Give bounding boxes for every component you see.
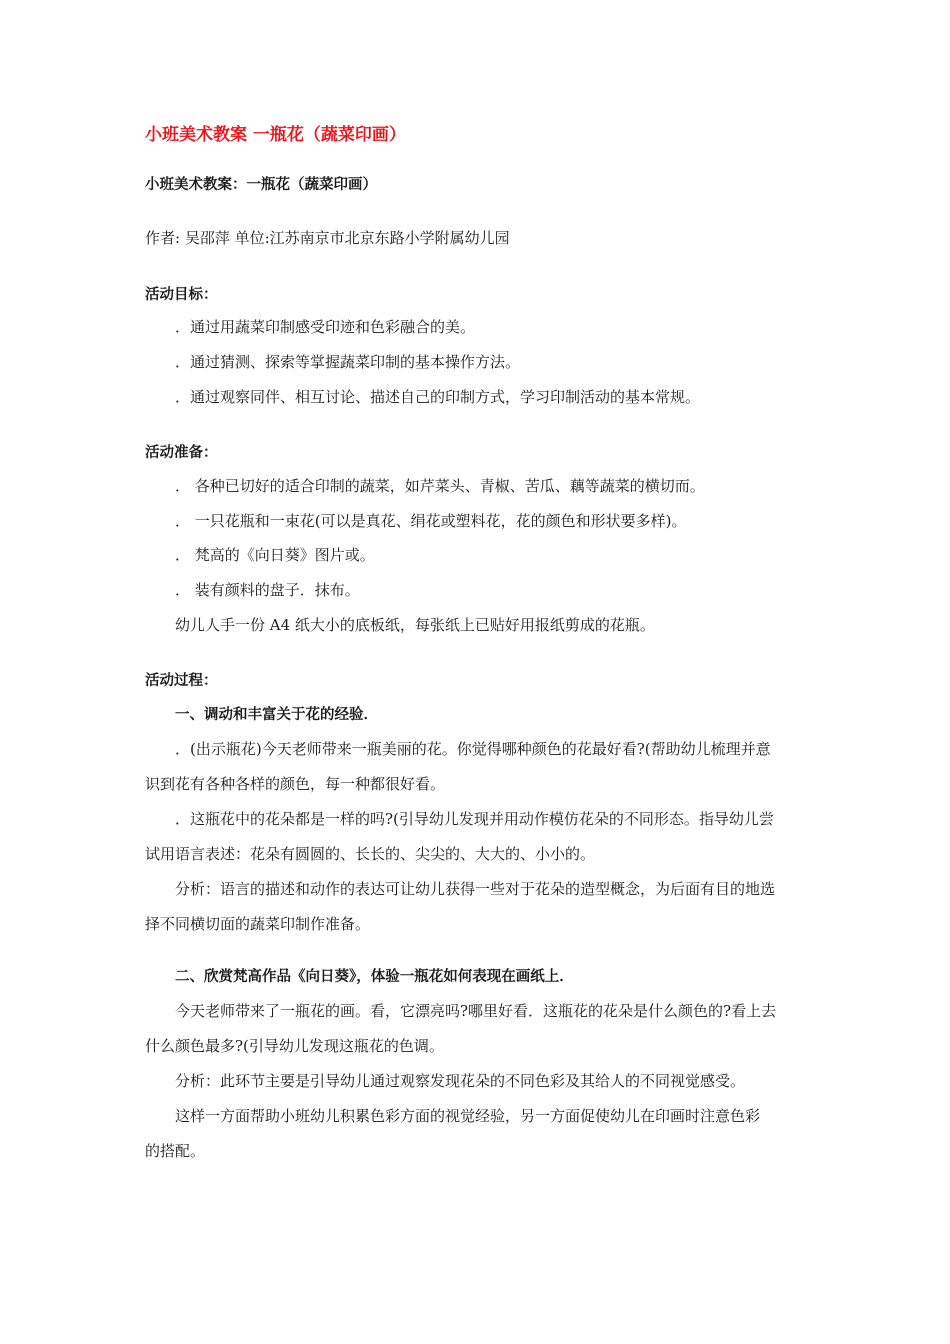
- goal-item: ．通过猜测、探索等掌握蔬菜印制的基本操作方法。: [175, 353, 521, 371]
- document-subtitle: 小班美术教案：一瓶花（蔬菜印画）: [145, 177, 377, 193]
- prep-heading: 活动准备：: [145, 445, 218, 461]
- process-heading: 活动过程：: [145, 673, 218, 689]
- paragraph-line: 什么颜色最多?(引导幼儿发现这瓶花的色调。: [145, 1037, 444, 1055]
- paragraph-line: 这样一方面帮助小班幼儿积累色彩方面的视觉经验，另一方面促使幼儿在印画时注意色彩: [175, 1107, 761, 1125]
- goal-item: ．通过观察同伴、相互讨论、描述自己的印制方式，学习印制活动的基本常规。: [175, 388, 701, 406]
- paragraph-line: 择不同横切面的蔬菜印制作准备。: [145, 915, 371, 933]
- step1-heading: 一、调动和丰富关于花的经验．: [175, 707, 378, 723]
- paragraph-line: 的搭配。: [145, 1142, 206, 1160]
- author-line: 作者: 吴邵萍 单位:江苏南京市北京东路小学附属幼儿园: [145, 229, 510, 247]
- prep-item: ． 各种已切好的适合印制的蔬菜，如芹菜头、青椒、苦瓜、藕等蔬菜的横切而。: [175, 477, 705, 495]
- paragraph-line: ．(出示瓶花)今天老师带来一瓶美丽的花。你觉得哪种颜色的花最好看?(帮助幼儿梳理并意: [175, 740, 771, 758]
- paragraph-line: 分析：此环节主要是引导幼儿通过观察发现花朵的不同色彩及其给人的不同视觉感受。: [175, 1072, 746, 1090]
- paragraph-line: ．这瓶花中的花朵都是一样的吗?(引导幼儿发现并用动作模仿花朵的不同形态。指导幼儿尝: [175, 810, 774, 828]
- prep-note: 幼儿人手一份 A4 纸大小的底板纸，每张纸上已贴好用报纸剪成的花瓶。: [175, 616, 655, 634]
- prep-item: ． 装有颜料的盘子．抹布。: [175, 581, 360, 599]
- step2-heading: 二、欣赏梵高作品《向日葵》，体验一瓶花如何表现在画纸上．: [175, 969, 574, 985]
- prep-item: ． 梵高的《向日葵》图片或。: [175, 546, 375, 564]
- document-title: 小班美术教案 一瓶花（蔬菜印画）: [145, 125, 406, 145]
- goals-heading: 活动目标：: [145, 287, 218, 303]
- prep-item: ． 一只花瓶和一束花(可以是真花、绢花或塑料花，花的颜色和形状要多样)。: [175, 512, 687, 530]
- paragraph-line: 今天老师带来了一瓶花的画。看，它漂亮吗?哪里好看．这瓶花的花朵是什么颜色的?看上去: [175, 1002, 777, 1020]
- paragraph-line: 分析：语言的描述和动作的表达可让幼儿获得一些对于花朵的造型概念，为后面有目的地选: [175, 880, 776, 898]
- paragraph-line: 识到花有各种各样的颜色，每一种都很好看。: [145, 775, 446, 793]
- paragraph-line: 试用语言表述：花朵有圆圆的、长长的、尖尖的、大大的、小小的。: [145, 845, 596, 863]
- goal-item: ．通过用蔬菜印制感受印迹和色彩融合的美。: [175, 318, 476, 336]
